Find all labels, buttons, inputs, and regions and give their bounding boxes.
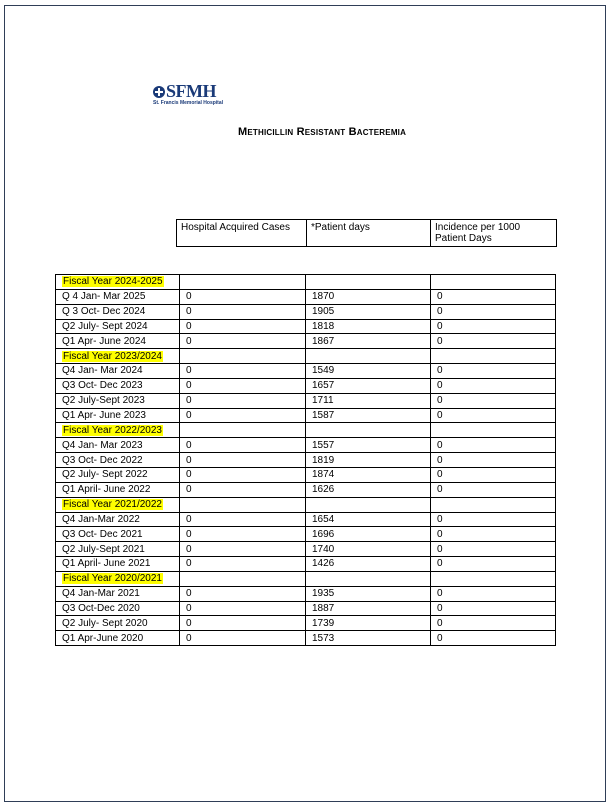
period-cell: Q1 April- June 2022 — [56, 482, 180, 497]
table-row — [56, 601, 556, 616]
fiscal-year-cell — [56, 275, 180, 290]
table-row — [56, 334, 556, 349]
empty-cell — [306, 571, 431, 586]
patient-days-cell: 1740 — [306, 542, 431, 557]
period-cell: Q2 July- Sept 2024 — [56, 319, 180, 334]
patient-days-cell: 1935 — [306, 586, 431, 601]
logo-mark — [153, 82, 216, 100]
table-row — [56, 453, 556, 468]
table-row — [56, 482, 556, 497]
fiscal-year-label: Fiscal Year 2022/2023 — [63, 424, 162, 436]
fiscal-year-cell — [56, 497, 180, 512]
period-cell: Q4 Jan-Mar 2021 — [56, 586, 180, 601]
incidence-cell: 0 — [431, 453, 556, 468]
cases-cell: 0 — [180, 393, 306, 408]
cases-cell: 0 — [180, 467, 306, 482]
period-cell: Q2 July- Sept 2022 — [56, 467, 180, 482]
incidence-cell: 0 — [431, 364, 556, 379]
empty-cell — [306, 497, 431, 512]
fiscal-year-row — [56, 349, 556, 364]
period-cell: Q4 Jan-Mar 2022 — [56, 512, 180, 527]
table-row — [56, 438, 556, 453]
cross-icon — [153, 86, 165, 98]
table-row — [56, 557, 556, 572]
patient-days-cell: 1870 — [306, 289, 431, 304]
patient-days-cell: 1819 — [306, 453, 431, 468]
cases-cell: 0 — [180, 557, 306, 572]
cases-cell: 0 — [180, 408, 306, 423]
logo-subtitle: St. Francis Memorial Hospital — [153, 100, 224, 106]
patient-days-cell: 1573 — [306, 631, 431, 646]
patient-days-cell: 1739 — [306, 616, 431, 631]
patient-days-cell: 1711 — [306, 393, 431, 408]
incidence-cell: 0 — [431, 482, 556, 497]
period-cell: Q3 Oct- Dec 2022 — [56, 453, 180, 468]
incidence-cell: 0 — [431, 319, 556, 334]
table-row — [56, 408, 556, 423]
table-row — [56, 319, 556, 334]
period-cell: Q4 Jan- Mar 2023 — [56, 438, 180, 453]
incidence-cell: 0 — [431, 304, 556, 319]
patient-days-cell: 1626 — [306, 482, 431, 497]
patient-days-cell: 1587 — [306, 408, 431, 423]
incidence-cell: 0 — [431, 438, 556, 453]
patient-days-cell: 1654 — [306, 512, 431, 527]
cases-cell: 0 — [180, 453, 306, 468]
patient-days-cell: 1549 — [306, 364, 431, 379]
patient-days-cell: 1887 — [306, 601, 431, 616]
empty-cell — [180, 275, 306, 290]
empty-cell — [431, 497, 556, 512]
header-row — [177, 220, 557, 247]
cases-cell: 0 — [180, 334, 306, 349]
patient-days-cell: 1905 — [306, 304, 431, 319]
header-cases: Hospital Acquired Cases — [177, 220, 307, 247]
incidence-cell: 0 — [431, 467, 556, 482]
patient-days-cell: 1557 — [306, 438, 431, 453]
incidence-cell: 0 — [431, 408, 556, 423]
incidence-cell: 0 — [431, 586, 556, 601]
table-row — [56, 393, 556, 408]
period-cell: Q1 April- June 2021 — [56, 557, 180, 572]
cases-cell: 0 — [180, 586, 306, 601]
cases-cell: 0 — [180, 542, 306, 557]
logo-mark-text: SFMH — [166, 81, 216, 101]
incidence-cell: 0 — [431, 557, 556, 572]
patient-days-cell: 1426 — [306, 557, 431, 572]
incidence-cell: 0 — [431, 542, 556, 557]
empty-cell — [306, 349, 431, 364]
table-row — [56, 364, 556, 379]
fiscal-year-label: Fiscal Year 2020/2021 — [63, 573, 162, 585]
fiscal-year-row — [56, 571, 556, 586]
period-cell: Q3 Oct-Dec 2020 — [56, 601, 180, 616]
column-header-table — [176, 219, 557, 247]
empty-cell — [306, 423, 431, 438]
hospital-logo — [153, 82, 237, 134]
incidence-cell: 0 — [431, 334, 556, 349]
incidence-cell: 0 — [431, 393, 556, 408]
table-row — [56, 527, 556, 542]
cases-cell: 0 — [180, 289, 306, 304]
empty-cell — [431, 571, 556, 586]
patient-days-cell: 1867 — [306, 334, 431, 349]
table-row — [56, 542, 556, 557]
table-row — [56, 512, 556, 527]
fiscal-year-label: Fiscal Year 2024-2025 — [63, 276, 163, 288]
period-cell: Q4 Jan- Mar 2024 — [56, 364, 180, 379]
cases-cell: 0 — [180, 601, 306, 616]
period-cell: Q2 July-Sept 2021 — [56, 542, 180, 557]
patient-days-cell: 1696 — [306, 527, 431, 542]
cases-cell: 0 — [180, 616, 306, 631]
fiscal-year-label: Fiscal Year 2021/2022 — [63, 499, 162, 511]
cases-cell: 0 — [180, 438, 306, 453]
fiscal-year-cell — [56, 571, 180, 586]
incidence-cell: 0 — [431, 601, 556, 616]
cases-cell: 0 — [180, 378, 306, 393]
empty-cell — [431, 349, 556, 364]
fiscal-year-cell — [56, 423, 180, 438]
table-row — [56, 304, 556, 319]
fiscal-year-row — [56, 423, 556, 438]
empty-cell — [431, 423, 556, 438]
incidence-cell: 0 — [431, 289, 556, 304]
period-cell: Q1 Apr-June 2020 — [56, 631, 180, 646]
period-cell: Q1 Apr- June 2024 — [56, 334, 180, 349]
period-cell: Q3 Oct- Dec 2021 — [56, 527, 180, 542]
empty-cell — [180, 497, 306, 512]
incidence-cell: 0 — [431, 527, 556, 542]
table-row — [56, 586, 556, 601]
fiscal-year-row — [56, 497, 556, 512]
header-incidence: Incidence per 1000 Patient Days — [431, 220, 557, 247]
cases-cell: 0 — [180, 512, 306, 527]
table-row — [56, 289, 556, 304]
period-cell: Q 3 Oct- Dec 2024 — [56, 304, 180, 319]
cases-cell: 0 — [180, 631, 306, 646]
fiscal-year-label: Fiscal Year 2023/2024 — [63, 350, 162, 362]
data-table-body — [56, 275, 556, 646]
table-row — [56, 631, 556, 646]
empty-cell — [306, 275, 431, 290]
fiscal-year-cell — [56, 349, 180, 364]
period-cell: Q2 July- Sept 2020 — [56, 616, 180, 631]
empty-cell — [180, 423, 306, 438]
incidence-cell: 0 — [431, 631, 556, 646]
table-row — [56, 467, 556, 482]
period-cell: Q3 Oct- Dec 2023 — [56, 378, 180, 393]
period-cell: Q2 July-Sept 2023 — [56, 393, 180, 408]
table-row — [56, 378, 556, 393]
period-cell: Q 4 Jan- Mar 2025 — [56, 289, 180, 304]
period-cell: Q1 Apr- June 2023 — [56, 408, 180, 423]
patient-days-cell: 1874 — [306, 467, 431, 482]
cases-cell: 0 — [180, 319, 306, 334]
patient-days-cell: 1657 — [306, 378, 431, 393]
incidence-cell: 0 — [431, 616, 556, 631]
table-row — [56, 616, 556, 631]
empty-cell — [180, 571, 306, 586]
incidence-cell: 0 — [431, 378, 556, 393]
cases-cell: 0 — [180, 364, 306, 379]
empty-cell — [431, 275, 556, 290]
cases-cell: 0 — [180, 527, 306, 542]
empty-cell — [180, 349, 306, 364]
document-title: Methicillin Resistant Bacteremia — [238, 126, 407, 138]
fiscal-year-row — [56, 275, 556, 290]
data-table — [55, 274, 556, 646]
header-patient-days: *Patient days — [307, 220, 431, 247]
cases-cell: 0 — [180, 482, 306, 497]
incidence-cell: 0 — [431, 512, 556, 527]
patient-days-cell: 1818 — [306, 319, 431, 334]
cases-cell: 0 — [180, 304, 306, 319]
